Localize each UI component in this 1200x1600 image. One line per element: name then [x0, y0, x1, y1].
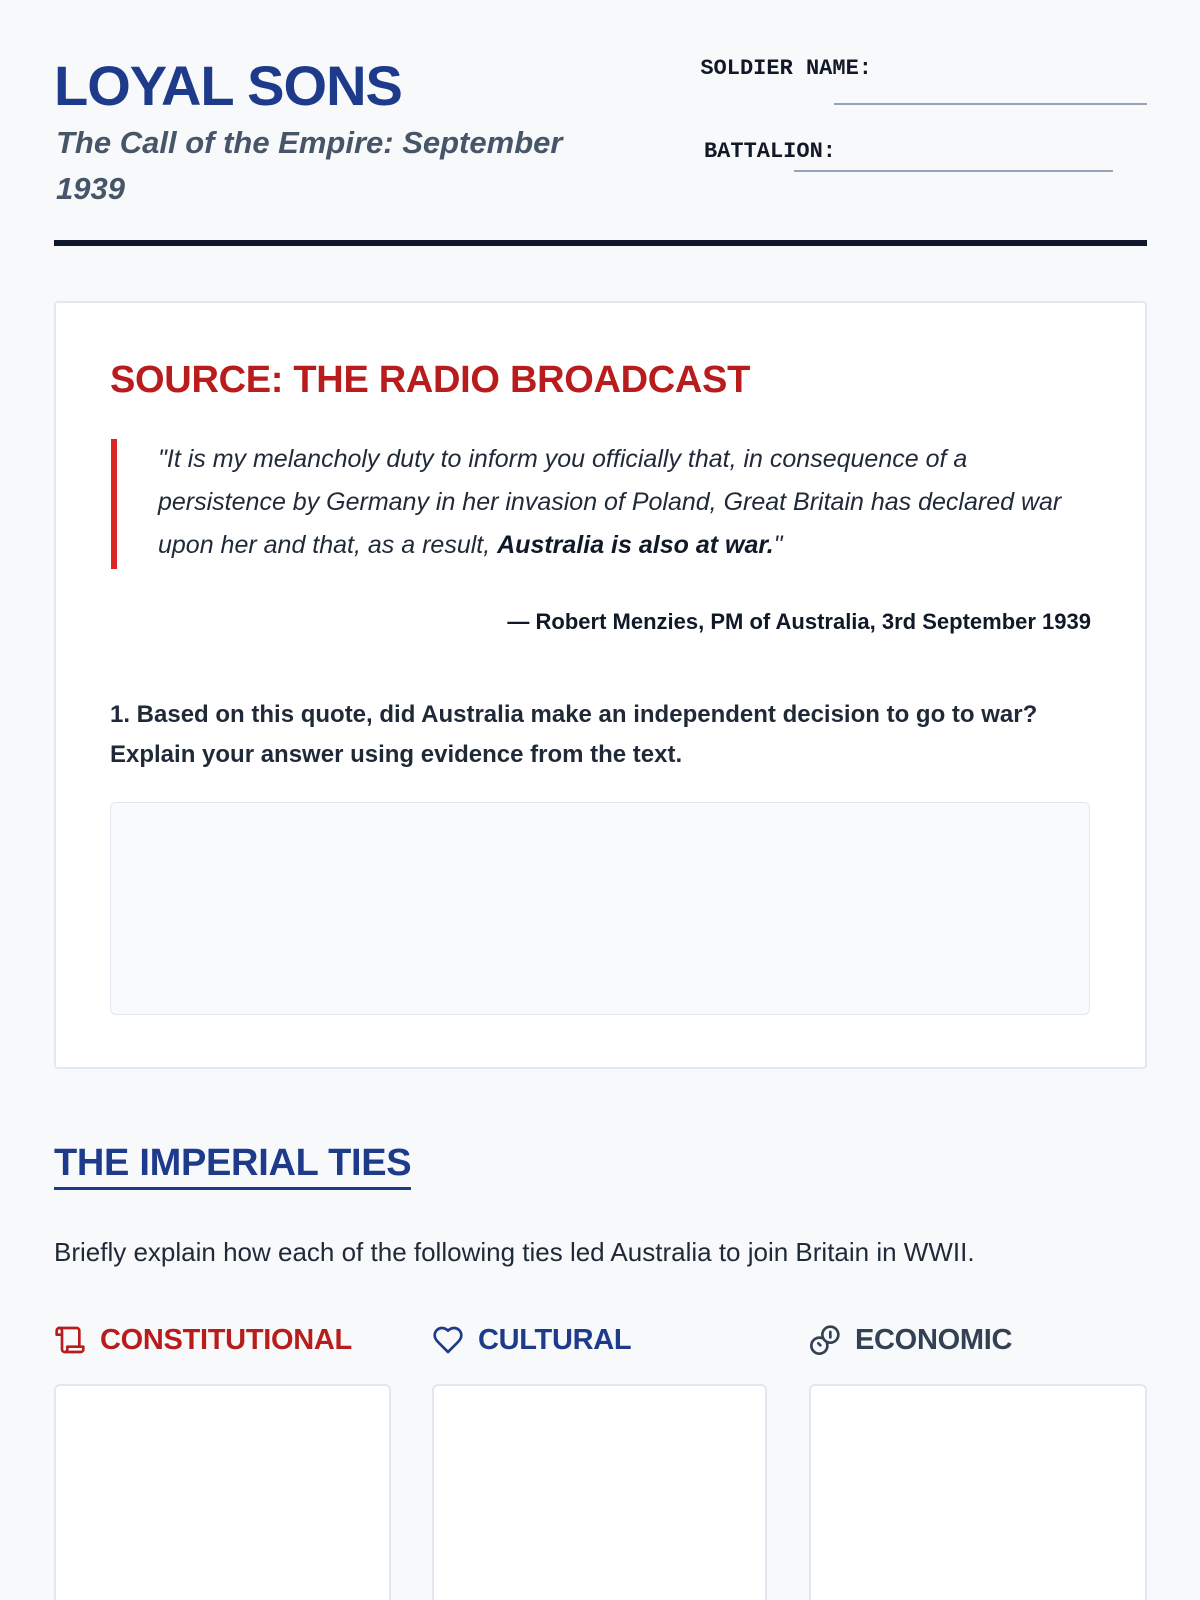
heart-icon [432, 1324, 464, 1356]
quote-emphasis: Australia is also at war. [497, 531, 774, 559]
tie-label-constitutional: CONSTITUTIONAL [100, 1323, 352, 1356]
battalion-field[interactable] [794, 170, 1113, 172]
source-card [54, 301, 1147, 1069]
imperial-ties-heading: THE IMPERIAL TIES [54, 1141, 411, 1190]
question-1-answer-box[interactable] [110, 802, 1090, 1015]
cultural-answer-box[interactable] [432, 1384, 767, 1600]
worksheet-header [54, 50, 1147, 240]
quote-attribution: — Robert Menzies, PM of Australia, 3rd September 1939 [507, 609, 1091, 634]
soldier-name-field[interactable] [834, 103, 1147, 105]
tie-constitutional [54, 1320, 352, 1360]
tie-label-economic: ECONOMIC [855, 1323, 1013, 1356]
tie-label-cultural: CULTURAL [478, 1323, 632, 1356]
quote-text: "It is my melancholy duty to inform you officially that, in consequence of a persistence by Germany in her invasion of Poland, Great Britain has declared war upon her and that, as a result, [158, 445, 1062, 559]
page-subtitle: The Call of the Empire: September 1939 [56, 125, 563, 206]
coins-icon [809, 1324, 841, 1356]
source-quote [158, 438, 1078, 567]
constitutional-answer-box[interactable] [54, 1384, 391, 1600]
question-1: 1. Based on this quote, did Australia make an independent decision to go to war? Explain your answer using evidence from the text. [110, 701, 1038, 768]
imperial-ties-instructions: Briefly explain how each of the following ties led Australia to join Britain in WWII. [54, 1237, 975, 1267]
tie-economic [809, 1320, 1012, 1360]
battalion-label: BATTALION: [703, 139, 836, 164]
scroll-icon [54, 1324, 86, 1356]
soldier-name-label: SOLDIER NAME: [700, 56, 872, 81]
economic-answer-box[interactable] [809, 1384, 1147, 1600]
source-heading: SOURCE: THE RADIO BROADCAST [110, 359, 751, 401]
quote-close: " [773, 531, 783, 559]
quote-accent-bar [111, 439, 117, 569]
worksheet-page [54, 0, 1147, 1600]
header-divider [54, 240, 1147, 246]
page-title: LOYAL SONS [54, 54, 402, 117]
tie-cultural [432, 1320, 631, 1360]
